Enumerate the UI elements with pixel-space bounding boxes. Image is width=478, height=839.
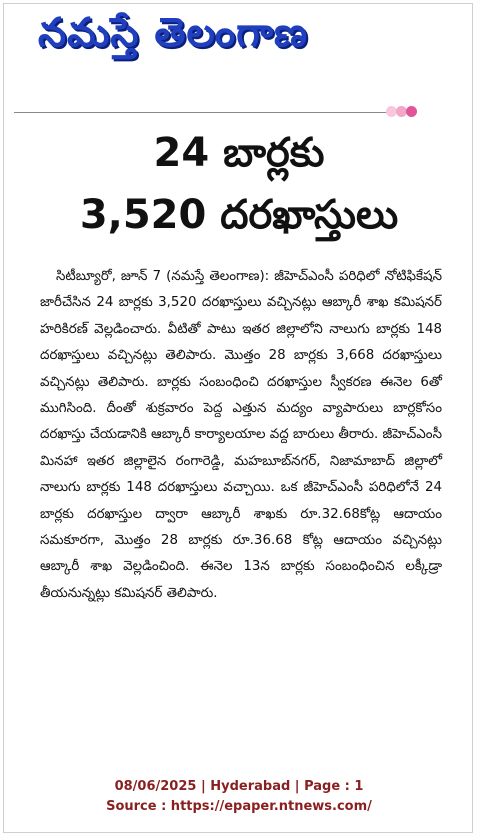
masthead-divider: [14, 112, 390, 113]
headline-line-2: 3,520 దరఖాస్తులు: [79, 192, 399, 238]
footer-edition-info: 08/06/2025 | Hyderabad | Page : 1: [114, 779, 364, 794]
dot-icon: [406, 106, 417, 117]
masthead-title: నమస్తే తెలంగాణ: [38, 10, 309, 56]
article-body: [40, 264, 442, 607]
footer-source-link[interactable]: Source : https://epaper.ntnews.com/: [106, 799, 372, 814]
newspaper-masthead: [0, 6, 478, 68]
decorative-dots: [386, 106, 446, 118]
article-paragraph: సిటీబ్యూరో, జూన్ 7 (నమస్తే తెలంగాణ): జీహెచ్ఎంసీ పరిధిలో నోటిఫికేషన్ జారీచేసిన 24 బార్లకు 3,520 దరఖాస్తులు వచ్చినట్లు ఆబ్కారీ శాఖ కమిషనర్ హరికిరణ్ వెల్లడించారు. వీటితో పాటు ఇతర జిల్లాలోని నాలుగు బార్లకు 148 దరఖాస్తులు వచ్చినట్లు తెలిపారు. మొత్తం 28 బార్లకు 3,668 దరఖాస్తులు వచ్చినట్లు తెలిపారు. బార్లకు సంబంధించి దరఖాస్తుల స్వీకరణ ఈనెల 6తో ముగిసింది. దీంతో శుక్రవారం పెద్ద ఎత్తున మద్యం వ్యాపారులు బార్లకోసం దరఖాస్తు చేయడానికి ఆబ్కారీ కార్యాలయాల వద్ద బారులు తీరారు. జీహెచ్ఎంసీ మినహా ఇతర జిల్లాలైన రంగారెడ్డి, మహబూబ్‌నగర్, నిజామాబాద్ జిల్లాలో నాలుగు బార్లకు 148 దరఖాస్తులు వచ్చాయి. ఒక జీహెచ్ఎంసీ పరిధిలోనే 24 బార్లకు దరఖాస్తుల ద్వారా ఆబ్కారీ శాఖకు రూ.32.68కోట్ల ఆదాయం సమకూరగా, మొత్తం 28 బార్లకు రూ.36.68 కోట్ల ఆదాయం వచ్చినట్లు ఆబ్కారీ శాఖ వెల్లడించింది. ఈనెల 13న బార్లకు సంబంధించిన లక్కీడ్రా తీయనున్నట్లు కమిషనర్ తెలిపారు.: [40, 269, 442, 601]
headline-line-1: 24 బార్లకు: [153, 130, 325, 176]
